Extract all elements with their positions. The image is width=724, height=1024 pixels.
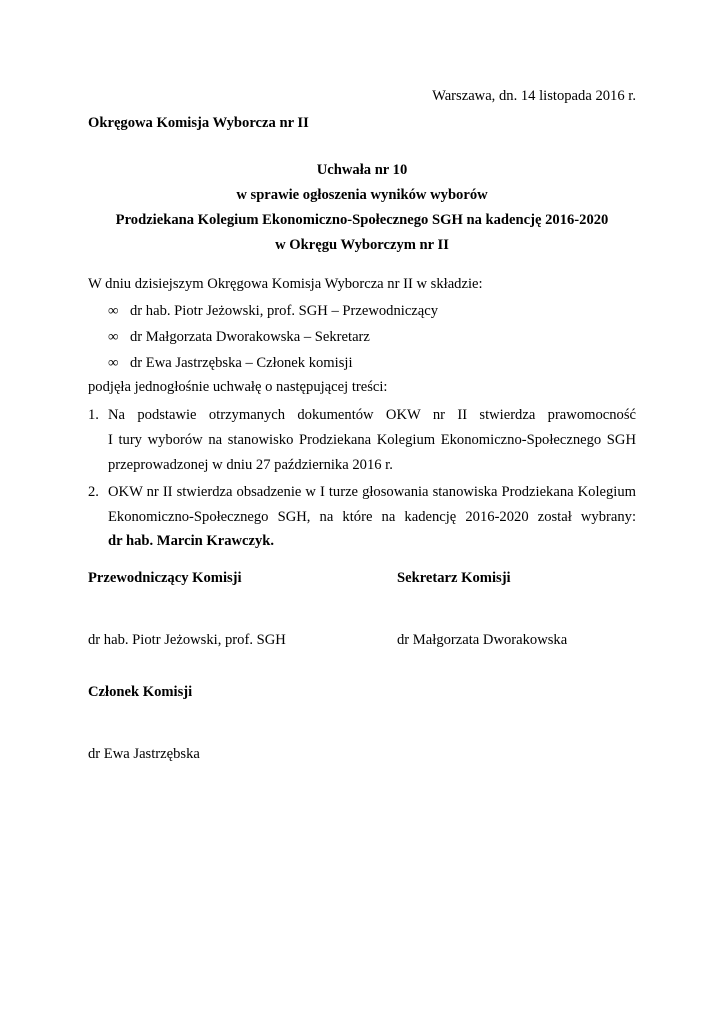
item-line: Ekonomiczno-Społecznego SGH, na które na kadencję 2016-2020 został wybrany:: [108, 509, 636, 525]
item-line: przeprowadzonej w dniu 27 października 2016 r.: [108, 457, 393, 473]
resolution-subject: w sprawie ogłoszenia wyników wyborów: [236, 187, 488, 203]
intro-text: W dniu dzisiejszym Okręgowa Komisja Wyborcza nr II w składzie:: [88, 276, 483, 292]
member-role: Członek Komisji: [88, 684, 193, 700]
member-text: dr hab. Piotr Jeżowski, prof. SGH – Przewodniczący: [130, 303, 439, 319]
elected-person: dr hab. Marcin Krawczyk.: [108, 533, 275, 549]
resolution-district: w Okręgu Wyborczym nr II: [275, 237, 449, 253]
infinity-bullet-icon: ∞: [108, 329, 119, 345]
resolution-position: Prodziekana Kolegium Ekonomiczno-Społecznego SGH na kadencję 2016-2020: [115, 212, 609, 228]
item-number: 1.: [88, 407, 99, 423]
commission-name: Okręgowa Komisja Wyborcza nr II: [88, 115, 309, 131]
member-name: dr Ewa Jastrzębska: [88, 746, 200, 762]
place-date: Warszawa, dn. 14 listopada 2016 r.: [432, 88, 636, 104]
resolution-intro: podjęła jednogłośnie uchwałę o następującej treści:: [88, 379, 388, 395]
chair-role: Przewodniczący Komisji: [88, 570, 242, 586]
infinity-bullet-icon: ∞: [108, 355, 119, 371]
member-text: dr Ewa Jastrzębska – Członek komisji: [130, 355, 353, 371]
resolution-title: Uchwała nr 10: [316, 162, 408, 178]
item-number: 2.: [88, 484, 99, 500]
member-list-item: [108, 301, 438, 321]
infinity-bullet-icon: ∞: [108, 303, 119, 319]
item-line: OKW nr II stwierdza obsadzenie w I turze głosowania stanowiska Prodziekana Kolegium: [108, 484, 636, 500]
secretary-name: dr Małgorzata Dworakowska: [397, 632, 568, 648]
member-list-item: [108, 353, 353, 373]
member-list-item: [108, 327, 370, 347]
secretary-role: Sekretarz Komisji: [397, 570, 511, 586]
member-text: dr Małgorzata Dworakowska – Sekretarz: [130, 329, 370, 345]
item-line: Na podstawie otrzymanych dokumentów OKW nr II stwierdza prawomocność: [108, 407, 636, 423]
item-line: I tury wyborów na stanowisko Prodziekana Kolegium Ekonomiczno-Społecznego SGH: [108, 432, 636, 448]
chair-name: dr hab. Piotr Jeżowski, prof. SGH: [88, 632, 286, 648]
